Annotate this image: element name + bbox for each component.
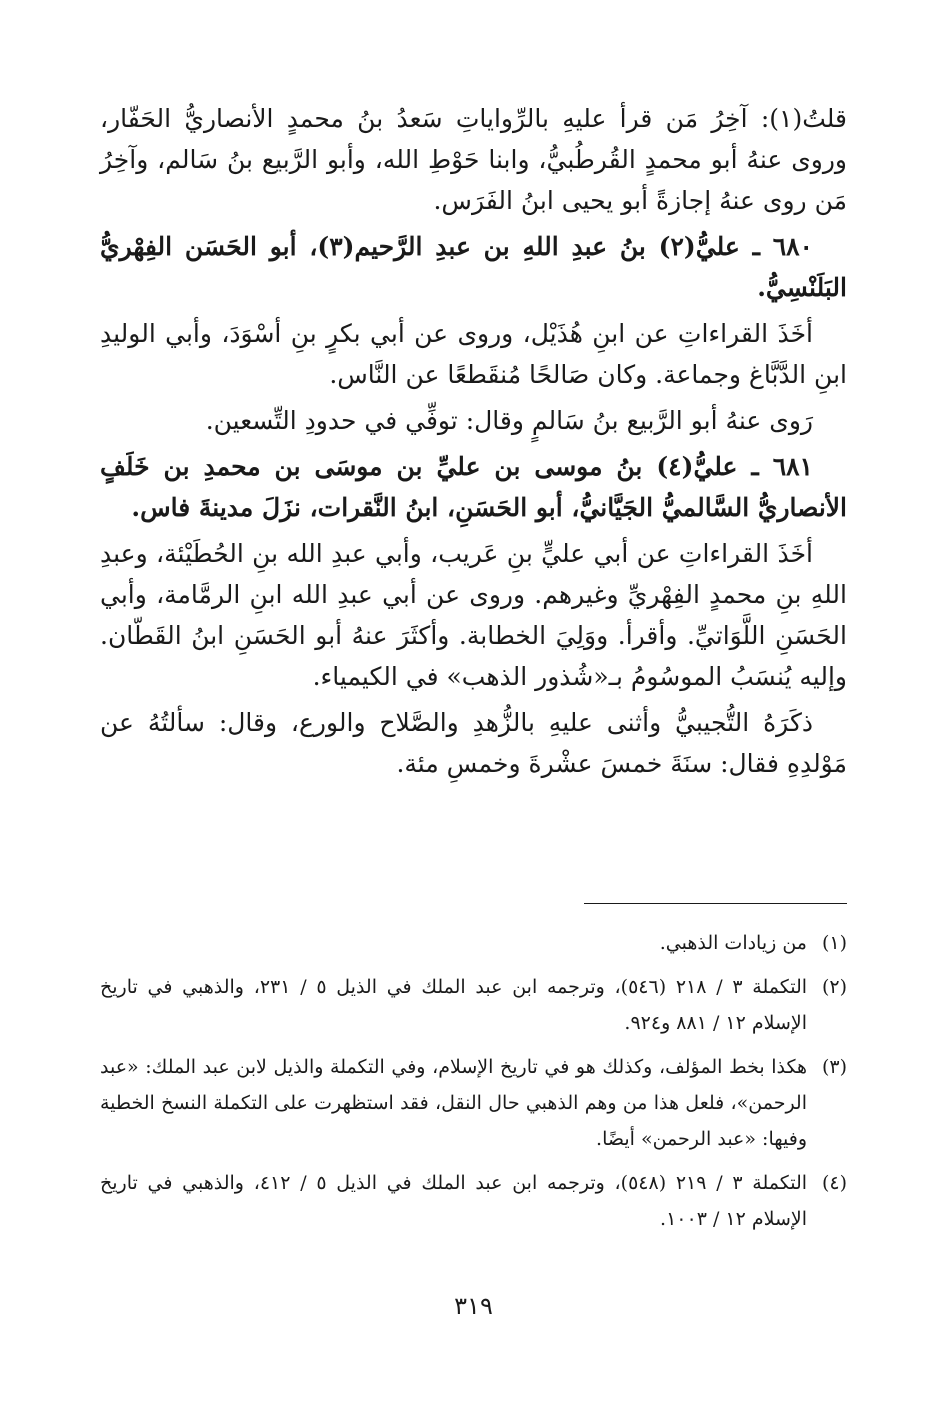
footnotes bbox=[100, 925, 847, 1245]
footnote-text: من زيادات الذهبي. bbox=[659, 932, 807, 954]
paragraph: ذكَرَهُ التُّجيبيُّ وأثنى عليهِ بالزُّهدِ والصَّلاح والورع، وقال: سألتُهُ عن مَوْلدِهِ فقال: سنَةَ خمسَ عشْرةَ وخمسِ مئة. bbox=[100, 708, 847, 778]
paragraph: قلتُ(١): آخِرُ مَن قرأ عليهِ بالرِّواياتِ سَعدُ بنُ محمدٍ الأنصاريُّ الحَفّار، وروى عنهُ أبو محمدٍ القُرطُبيُّ، وابنا حَوْطِ الله، وأبو الرَّبيع بنُ سَالم، وآخِرُ مَن روى عنهُ إجازةً أبو يحيى ابنُ الفَرَس. bbox=[100, 104, 847, 215]
paragraph: أخَذَ القراءاتِ عن أبي عليٍّ بنِ عَريب، وأبي عبدِ الله بنِ الحُطَيْئة، وعبدِ اللهِ بنِ محمدٍ الفِهْريِّ وغيرهم. وروى عن أبي عبدِ الله ابنِ الرمَّامة، وأبي الحَسَنِ اللَّوَاتيِّ. وأقرأ. ووَلِيَ الخطابة. وأكثَرَ عنهُ أبو الحَسَنِ ابنُ القَطّان. وإليه يُنسَبُ الموسُومُ بـ«شُذور الذهب» في الكيمياء. bbox=[100, 539, 847, 691]
footnote bbox=[100, 925, 847, 961]
paragraph: أخَذَ القراءاتِ عن ابنِ هُذَيْل، وروى عن أبي بكرٍ بنِ أسْوَدَ، وأبي الوليدِ ابنِ الدَّبَّاغ وجماعة. وكان صَالحًا مُنقَطعًا عن النَّاس. bbox=[100, 319, 847, 389]
paragraph: رَوى عنهُ أبو الرَّبيع بنُ سَالمٍ وقال: توفِّي في حدودِ التِّسعين. bbox=[205, 406, 813, 435]
footnote-number: (٢) bbox=[821, 976, 847, 998]
footnote-number: (١) bbox=[821, 932, 847, 954]
page-number: ٣١٩ bbox=[454, 1292, 493, 1320]
main-text bbox=[100, 98, 847, 789]
footnote bbox=[100, 1165, 847, 1237]
footnote-divider bbox=[584, 903, 847, 904]
footnote-text: هكذا بخط المؤلف، وكذلك هو في تاريخ الإسلام، وفي التكملة والذيل لابن عبد الملك: «عبد الرحمن»، فلعل هذا من وهم الذهبي حال النقل، فقد استظهرت على التكملة النسخ الخطية وفيها: «عبد الرحمن» أيضًا. bbox=[100, 1056, 807, 1150]
entry-heading-681: ٦٨١ ـ عليُّ(٤) بنُ موسى بن عليِّ بن موسَى بن محمدِ بن خَلَفٍ الأنصاريُّ السَّالميُّ الجَيَّانيُّ، أبو الحَسَنِ، ابنُ النَّقرات، نزَلَ مدينةَ فاس. bbox=[100, 452, 847, 522]
footnote bbox=[100, 1049, 847, 1157]
footnote-text: التكملة ٣ / ٢١٨ (٥٤٦)، وترجمه ابن عبد الملك في الذيل ٥ / ٢٣١، والذهبي في تاريخ الإسلام ١٢ / ٨٨١ و٩٢٤. bbox=[100, 976, 808, 1034]
footnote-number: (٤) bbox=[821, 1172, 847, 1194]
footnote bbox=[100, 969, 847, 1041]
footnote-number: (٣) bbox=[821, 1056, 847, 1078]
entry-heading-680: ٦٨٠ ـ عليُّ(٢) بنُ عبدِ اللهِ بن عبدِ الرَّحيم(٣)، أبو الحَسَن الفِهْريُّ البَلَنْسِيُّ. bbox=[100, 232, 847, 302]
footnote-text: التكملة ٣ / ٢١٩ (٥٤٨)، وترجمه ابن عبد الملك في الذيل ٥ / ٤١٢، والذهبي في تاريخ الإسلام ١٢ / ١٠٠٣. bbox=[100, 1172, 808, 1230]
